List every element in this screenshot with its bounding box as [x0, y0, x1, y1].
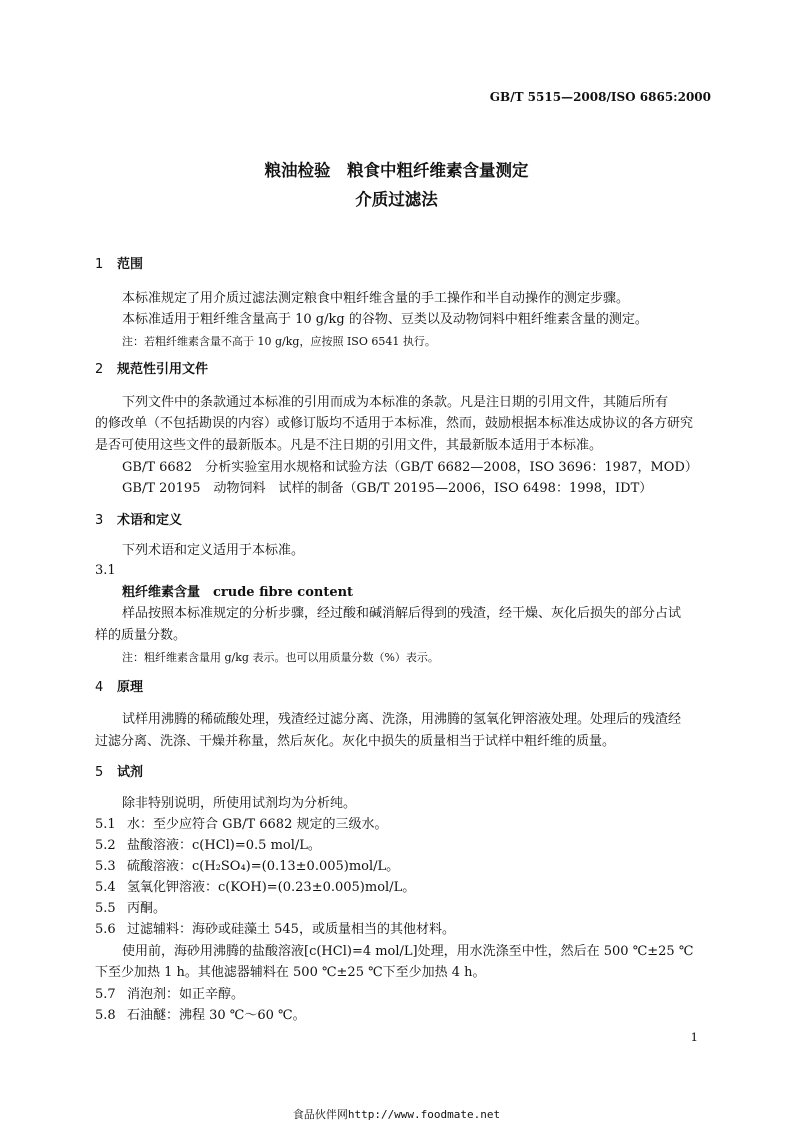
normative-reference: GB/T 20195 动物饲料 试样的制备（GB/T 20195—2006，ISO 6498：1998，IDT） [122, 481, 653, 496]
document-title: 粮油检验 粮食中粗纤维素含量测定 [264, 161, 529, 180]
reagent-item: 5.6 过滤辅料：海砂或硅藻土 545，或质量相当的其他材料。 [95, 922, 455, 937]
section-5-heading: 5 试剂 [95, 765, 144, 780]
page-number: 1 [690, 1030, 698, 1044]
reagent-item: 5.2 盐酸溶液：c(HCl)=0.5 mol/L。 [95, 838, 321, 853]
section-2-text: 下列文件中的条款通过本标准的引用而成为本标准的条款。凡是注日期的引用文件，其随后所有 [122, 395, 669, 410]
section-3-heading: 3 术语和定义 [95, 513, 183, 528]
term-definition: 样的质量分数。 [95, 628, 187, 643]
normative-reference: GB/T 6682 分析实验室用水规格和试验方法（GB/T 6682—2008，ISO 3696：1987，MOD） [122, 460, 698, 475]
section-3-intro: 下列术语和定义适用于本标准。 [122, 543, 305, 558]
section-3-note: 注：粗纤维素含量用 g/kg 表示。也可以用质量分数（%）表示。 [122, 651, 439, 664]
section-2-text: 的修改单（不包括勘误的内容）或修订版均不适用于本标准，然而，鼓励根据本标准达成协议的各方研究 [95, 416, 694, 431]
reagent-item-detail: 使用前，海砂用沸腾的盐酸溶液[c(HCl)=4 mol/L]处理，用水洗涤至中性，然后在 500 ℃±25 ℃ [122, 944, 694, 959]
reagent-item: 5.1 水：至少应符合 GB/T 6682 规定的三级水。 [95, 817, 388, 832]
subsection-number: 3.1 [95, 563, 116, 578]
section-2-text: 是否可使用这些文件的最新版本。凡是不注日期的引用文件，其最新版本适用于本标准。 [95, 438, 603, 453]
document-subtitle: 介质过滤法 [355, 190, 438, 209]
section-2-heading: 2 规范性引用文件 [95, 362, 209, 377]
section-5-intro: 除非特别说明，所使用试剂均为分析纯。 [122, 796, 357, 811]
section-1-paragraph: 本标准规定了用介质过滤法测定粮食中粗纤维含量的手工操作和半自动操作的测定步骤。 [122, 291, 630, 306]
reagent-item: 5.5 丙酮。 [95, 901, 167, 916]
section-4-heading: 4 原理 [95, 680, 144, 695]
reagent-item: 5.3 硫酸溶液：c(H₂SO₄)=(0.13±0.005)mol/L。 [95, 859, 400, 874]
reagent-item: 5.4 氢氧化钾溶液：c(KOH)=(0.23±0.005)mol/L。 [95, 880, 416, 895]
section-1-paragraph: 本标准适用于粗纤维含量高于 10 g/kg 的谷物、豆类以及动物饲料中粗纤维素含量的测定。 [122, 312, 648, 327]
term-entry: 粗纤维素含量 crude fibre content [122, 585, 354, 600]
reagent-item: 5.8 石油醚：沸程 30 ℃～60 ℃。 [95, 1008, 306, 1023]
reagent-item-detail: 下至少加热 1 h。其他滤器辅料在 500 ℃±25 ℃下至少加热 4 h。 [95, 965, 486, 980]
section-1-heading: 1 范围 [95, 257, 144, 272]
section-4-text: 试样用沸腾的稀硫酸处理，残渣经过滤分离、洗涤，用沸腾的氢氧化钾溶液处理。处理后的残渣经 [122, 712, 682, 727]
standard-code: GB/T 5515—2008/ISO 6865:2000 [489, 90, 711, 104]
footer-link[interactable]: 食品伙伴网http://www.foodmate.net [292, 1108, 501, 1121]
section-1-note: 注：若粗纤维素含量不高于 10 g/kg，应按照 ISO 6541 执行。 [122, 335, 436, 348]
reagent-item: 5.7 消泡剂：如正辛醇。 [95, 987, 245, 1002]
term-definition: 样品按照本标准规定的分析步骤，经过酸和碱消解后得到的残渣，经干燥、灰化后损失的部分占试 [122, 606, 682, 621]
section-4-text: 过滤分离、洗涤、干燥并称量，然后灰化。灰化中损失的质量相当于试样中粗纤维的质量。 [95, 734, 616, 749]
